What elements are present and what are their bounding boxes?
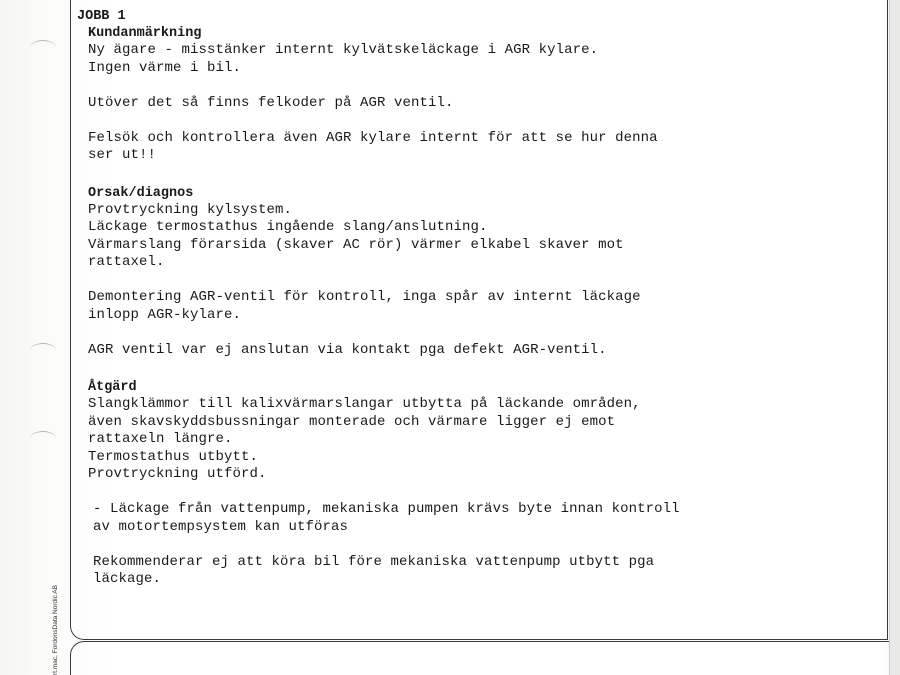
text-line: rattaxel. bbox=[88, 254, 165, 270]
text-line: Termostathus utbytt. bbox=[88, 448, 259, 465]
cause-diagnosis-heading: Orsak/diagnos bbox=[88, 185, 194, 201]
binder-hole-mark bbox=[30, 40, 56, 55]
text-line: Provtryckning kylsystem. bbox=[88, 201, 293, 218]
text-line: - Läckage från vattenpump, mekaniska pumpen krävs byte innan kontroll bbox=[93, 501, 680, 517]
customer-marking-lines bbox=[88, 42, 877, 165]
text-line: Rekommenderar ej att köra bil före mekaniska vattenpump utbytt pga bbox=[93, 553, 655, 570]
text-line: även skavskyddsbussningar monterade och värmare ligger ej emot bbox=[88, 413, 616, 430]
cause-diagnosis-section bbox=[88, 185, 877, 360]
text-line: Utöver det så finns felkoder på AGR ventil. bbox=[88, 94, 454, 111]
page-edge bbox=[889, 0, 900, 675]
text-line bbox=[88, 324, 877, 342]
text-line: läckage. bbox=[93, 571, 162, 587]
text-line: Ny ägare - misstänker internt kylvätskeläckage i AGR kylare. bbox=[88, 42, 599, 58]
text-line: Ingen värme i bil. bbox=[88, 59, 242, 76]
text-line: Demontering AGR-ventil för kontroll, inga spår av internt läckage bbox=[88, 289, 641, 305]
text-line bbox=[88, 112, 877, 130]
text-line: rattaxeln längre. bbox=[88, 431, 233, 447]
recommendation-lines bbox=[93, 554, 877, 589]
text-line: Slangklämmor till kalixvärmarslangar utbytta på läckande områden, bbox=[88, 396, 641, 412]
action-note-lines bbox=[93, 501, 877, 536]
work-order-content bbox=[77, 9, 877, 589]
text-line: inlopp AGR-kylare. bbox=[88, 306, 242, 323]
form-frame-next-section bbox=[70, 641, 895, 675]
text-line: ser ut!! bbox=[88, 147, 157, 163]
action-lines bbox=[88, 396, 877, 484]
text-line: av motortempsystem kan utföras bbox=[93, 518, 349, 535]
cause-diagnosis-lines bbox=[88, 202, 877, 360]
text-line: Värmarslang förarsida (skaver AC rör) värmer elkabel skaver mot bbox=[88, 236, 624, 253]
job-header: JOBB 1 bbox=[77, 9, 126, 24]
text-line bbox=[88, 77, 877, 95]
text-line bbox=[88, 272, 877, 290]
text-line: Provtryckning utförd. bbox=[88, 466, 267, 482]
side-print-text: rt.mac, FordonsData Nordic AB bbox=[52, 585, 59, 675]
text-line: Felsök och kontrollera även AGR kylare internt för att se hur denna bbox=[88, 129, 658, 146]
action-section bbox=[88, 379, 877, 589]
binder-hole-mark bbox=[30, 431, 56, 446]
text-line: AGR ventil var ej anslutan via kontakt pga defekt AGR-ventil. bbox=[88, 341, 607, 358]
binder-hole-mark bbox=[30, 343, 56, 358]
customer-marking-heading: Kundanmärkning bbox=[88, 26, 202, 41]
text-line: Läckage termostathus ingående slang/anslutning. bbox=[88, 219, 488, 235]
action-heading: Åtgärd bbox=[88, 380, 137, 395]
customer-marking-section bbox=[88, 25, 877, 165]
